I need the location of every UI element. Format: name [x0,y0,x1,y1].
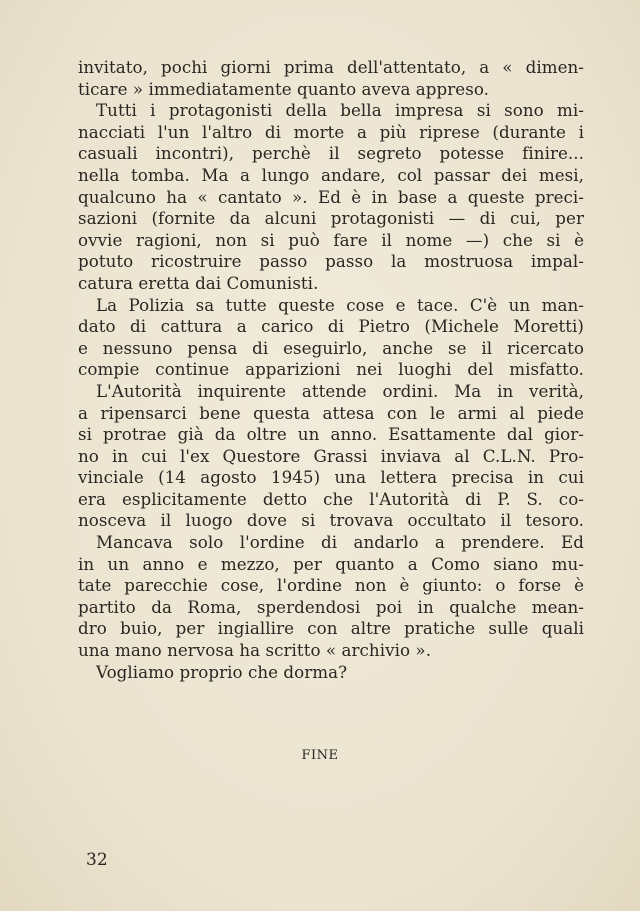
text-line: partito da Roma, sperdendosi poi in qualche mean- [78,596,584,617]
text-line: Vogliamo proprio che dorma? [96,661,348,682]
text-line: si protrae già da oltre un anno. Esattamente dal gior- [78,424,584,445]
text-line: nacciati l'un l'altro di morte a più riprese (durante i [78,121,584,142]
page-number: 32 [86,850,108,870]
text-line: ovvie ragioni, non si può fare il nome —) che si è [78,229,584,250]
text-line: Tutti i protagonisti della bella impresa si sono mi- [96,100,584,121]
text-line: in un anno e mezzo, per quanto a Como siano mu- [78,553,584,574]
text-line: nosceva il luogo dove si trovava occultato il tesoro. [78,510,584,531]
text-line: nella tomba. Ma a lungo andare, col passar dei mesi, [78,164,584,185]
end-mark: FINE [301,748,339,763]
text-line: no in cui l'ex Questore Grassi inviava al C.L.N. Pro- [78,445,584,466]
text-line: L'Autorità inquirente attende ordini. Ma in verità, [96,380,584,401]
text-line: sazioni (fornite da alcuni protagonisti — di cui, per [78,208,584,229]
text-line: e nessuno pensa di eseguirlo, anche se il ricercato [78,337,584,358]
text-line: dato di cattura a carico di Pietro (Michele Moretti) [78,316,584,337]
text-line: vinciale (14 agosto 1945) una lettera precisa in cui [78,467,584,488]
text-line: La Polizia sa tutte queste cose e tace. C'è un man- [96,294,584,315]
text-line: era esplicitamente detto che l'Autorità di P. S. co- [78,488,584,509]
text-line: invitato, pochi giorni prima dell'attentato, a « dimen- [78,57,584,77]
text-line: a ripensarci bene questa attesa con le armi al piede [78,402,584,423]
text-line: Mancava solo l'ordine di andarlo a prendere. Ed [96,532,584,553]
text-line: qualcuno ha « cantato ». Ed è in base a queste preci- [78,186,584,207]
text-line: ticare » immediatamente quanto aveva appreso. [78,78,489,99]
text-line: catura eretta dai Comunisti. [78,272,319,293]
text-line: tate parecchie cose, l'ordine non è giunto: o forse è [78,575,584,596]
text-line: potuto ricostruire passo passo la mostruosa impal- [78,251,584,272]
body-text [78,57,584,683]
text-line: compie continue apparizioni nei luoghi del misfatto. [78,359,584,380]
text-line: casuali incontri), perchè il segreto potesse finire... [78,143,584,164]
text-line: una mano nervosa ha scritto « archivio ». [78,640,432,661]
text-line: dro buio, per ingiallire con altre pratiche sulle quali [78,618,584,639]
